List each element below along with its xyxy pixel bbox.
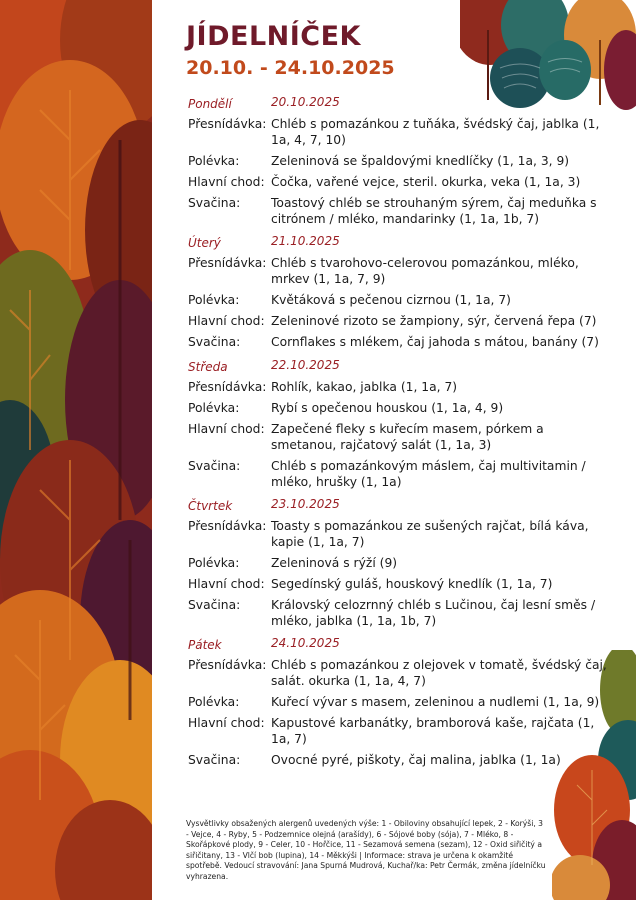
- meal-label: Přesnídávka:: [188, 117, 267, 131]
- meal-label: Přesnídávka:: [188, 519, 267, 533]
- day-section-tuesday: [188, 235, 608, 355]
- meal-label: Přesnídávka:: [188, 256, 267, 270]
- meal-text: Královský celozrnný chléb s Lučinou, čaj lesní směs / mléko, jablka (1, 1a, 1b, 7): [271, 598, 596, 628]
- menu-row: [188, 400, 608, 416]
- menu-row: [188, 421, 608, 453]
- meal-text: Toasty s pomazánkou ze sušených rajčat, bílá káva, kapie (1, 1a, 7): [271, 519, 589, 549]
- meal-label: Polévka:: [188, 293, 240, 307]
- day-section-wednesday: [188, 359, 608, 495]
- day-name: Středa: [188, 360, 228, 374]
- menu-row: [188, 195, 608, 227]
- day-date: 22.10.2025: [271, 358, 340, 372]
- meal-label: Hlavní chod:: [188, 716, 265, 730]
- meal-text: Chléb s pomazánkou z tuňáka, švédský čaj, jablka (1, 1a, 4, 7, 10): [271, 117, 600, 147]
- meal-text: Zeleninové rizoto se žampiony, sýr, červená řepa (7): [271, 314, 597, 328]
- menu-row: [188, 657, 608, 689]
- meal-text: Kuřecí vývar s masem, zeleninou a nudlemi (1, 1a, 9): [271, 695, 600, 709]
- day-date: 24.10.2025: [271, 636, 340, 650]
- autumn-forest-illustration: [0, 0, 152, 900]
- meal-text: Kapustové karbanátky, bramborová kaše, rajčata (1, 1a, 7): [271, 716, 595, 746]
- meal-label: Hlavní chod:: [188, 422, 265, 436]
- meal-label: Hlavní chod:: [188, 577, 265, 591]
- menu-row: [188, 379, 608, 395]
- meal-label: Polévka:: [188, 556, 240, 570]
- meal-label: Svačina:: [188, 196, 241, 210]
- meal-text: Zeleninová s rýží (9): [271, 556, 398, 570]
- meal-label: Svačina:: [188, 335, 241, 349]
- day-date: 20.10.2025: [271, 95, 340, 109]
- allergen-footnote: Vysvětlivky obsažených alergenů uvedených výše: 1 - Obiloviny obsahující lepek, 2 - Korýši, 3 - Vejce, 4 - Ryby, 5 - Podzemnice olejná (arašídy), 6 - Sójové boby (sója), 7 - Mléko, 8 - Skořápkové plody, 9 - Celer, 10 - Hořčice, 11 - Sezamová semena (sezam), 12 - Oxid siřičitý a siřičitany, 13 - Vlčí bob (lupina), 14 - Měkkýši | Informace: strava je určena k okamžité spotřebě. Vedoucí stravování: Jana Spurná Mudrová, Kuchař/ka: Petr Čermák, změna jídelníčku vyhrazena.: [186, 819, 546, 881]
- menu-row: [188, 313, 608, 329]
- menu-row: [188, 597, 608, 629]
- meal-text: Zeleninová se špaldovými knedlíčky (1, 1a, 3, 9): [271, 154, 570, 168]
- menu-row: [188, 715, 608, 747]
- meal-label: Svačina:: [188, 459, 241, 473]
- day-name: Pátek: [188, 638, 222, 652]
- menu-row: [188, 518, 608, 550]
- menu-row: [188, 694, 608, 710]
- meal-text: Květáková s pečenou cizrnou (1, 1a, 7): [271, 293, 511, 307]
- meal-label: Přesnídávka:: [188, 380, 267, 394]
- page-title: JÍDELNÍČEK: [186, 21, 361, 52]
- meal-text: Toastový chléb se strouhaným sýrem, čaj meduňka s citrónem / mléko, mandarinky (1, 1a, 1b, 7): [271, 196, 597, 226]
- meal-text: Chléb s pomazánkovým máslem, čaj multivitamin / mléko, hrušky (1, 1a): [271, 459, 586, 489]
- menu-row: [188, 752, 608, 768]
- menu-row: [188, 576, 608, 592]
- day-section-monday: [188, 96, 608, 232]
- menu-row: [188, 255, 608, 287]
- meal-label: Hlavní chod:: [188, 314, 265, 328]
- menu-row: [188, 174, 608, 190]
- day-name: Pondělí: [188, 97, 232, 111]
- meal-text: Rybí s opečenou houskou (1, 1a, 4, 9): [271, 401, 504, 415]
- menu-row: [188, 116, 608, 148]
- menu-row: [188, 334, 608, 350]
- meal-label: Polévka:: [188, 401, 240, 415]
- meal-text: Segedínský guláš, houskový knedlík (1, 1a, 7): [271, 577, 553, 591]
- menu-row: [188, 292, 608, 308]
- meal-text: Chléb s pomazánkou z olejovek v tomatě, švédský čaj, salát. okurka (1, 1a, 4, 7): [271, 658, 607, 688]
- meal-text: Zapečené fleky s kuřecím masem, pórkem a smetanou, rajčatový salát (1, 1a, 3): [271, 422, 544, 452]
- meal-label: Přesnídávka:: [188, 658, 267, 672]
- meal-text: Čočka, vařené vejce, steril. okurka, veka (1, 1a, 3): [271, 175, 581, 189]
- meal-text: Ovocné pyré, piškoty, čaj malina, jablka (1, 1a): [271, 753, 561, 767]
- meal-label: Polévka:: [188, 154, 240, 168]
- day-section-friday: [188, 637, 608, 773]
- day-name: Úterý: [188, 236, 221, 250]
- meal-label: Svačina:: [188, 598, 241, 612]
- menu-row: [188, 555, 608, 571]
- day-name: Čtvrtek: [188, 499, 233, 513]
- meal-label: Svačina:: [188, 753, 241, 767]
- meal-text: Cornflakes s mlékem, čaj jahoda s mátou, banány (7): [271, 335, 599, 349]
- day-date: 23.10.2025: [271, 497, 340, 511]
- day-date: 21.10.2025: [271, 234, 340, 248]
- date-range: 20.10. - 24.10.2025: [186, 57, 395, 79]
- meal-text: Rohlík, kakao, jablka (1, 1a, 7): [271, 380, 458, 394]
- meal-label: Polévka:: [188, 695, 240, 709]
- meal-label: Hlavní chod:: [188, 175, 265, 189]
- meal-text: Chléb s tvarohovo-celerovou pomazánkou, mléko, mrkev (1, 1a, 7, 9): [271, 256, 579, 286]
- menu-row: [188, 458, 608, 490]
- day-section-thursday: [188, 498, 608, 634]
- menu-row: [188, 153, 608, 169]
